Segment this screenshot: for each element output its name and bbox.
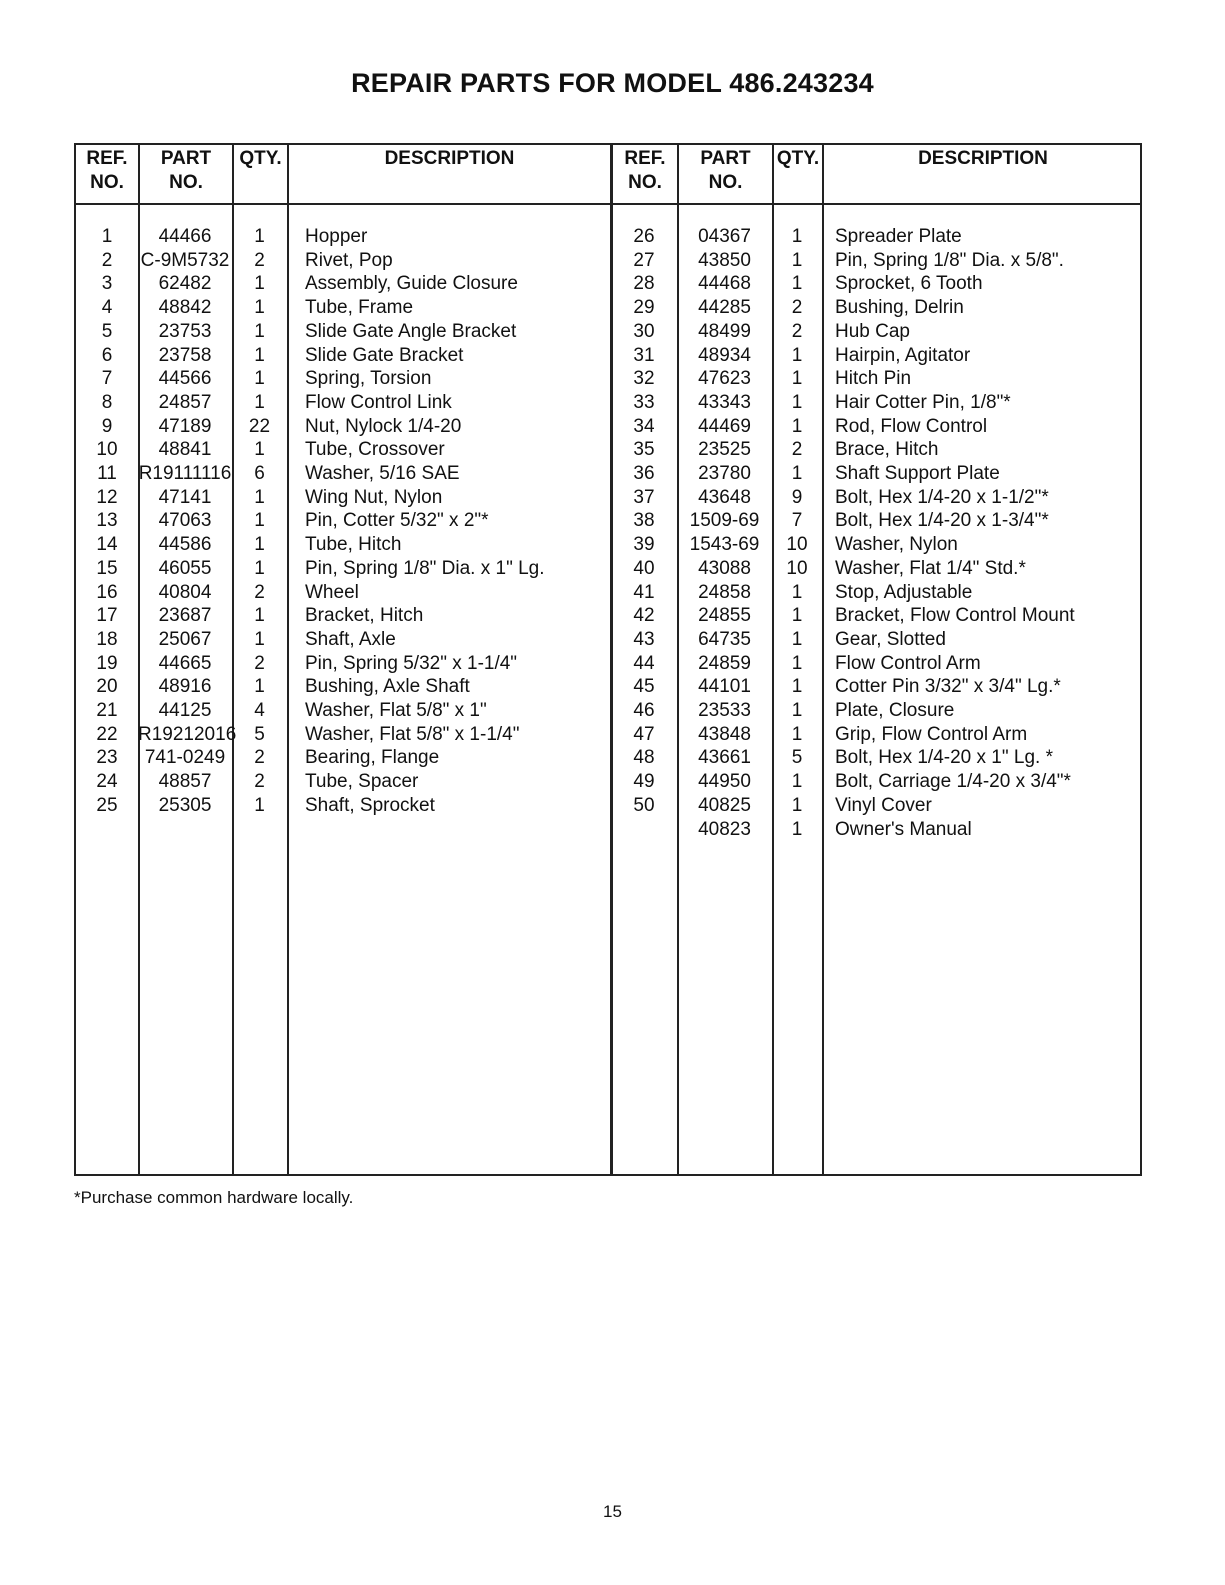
table-row [76,818,1140,842]
cell-ref: 3 [101,273,113,295]
cell-ref: 4 [101,297,113,319]
cell-ref: 49 [633,771,655,793]
cell-ref: 39 [633,534,655,556]
header-part-label-2: NO. [169,172,203,193]
table-row [76,604,1140,628]
header-ref-label: REF. [624,148,666,169]
cell-part: 48916 [158,676,212,698]
header-part-no [140,147,232,195]
header-qty [234,147,287,171]
cell-qty: 1 [254,628,265,650]
cell-part: 24857 [158,391,212,413]
cell-part: 741-0249 [144,747,226,769]
cell-desc: Washer, Flat 1/4" Std.* [835,557,1026,579]
cell-desc: Flow Control Arm [835,652,981,674]
cell-ref: 8 [101,391,113,413]
cell-qty: 1 [254,226,265,247]
cell-part: 48499 [698,320,751,342]
cell-qty: 1 [791,723,803,745]
cell-desc: Shaft, Axle [305,628,396,650]
cell-qty: 2 [254,747,265,769]
cell-desc: Spreader Plate [835,226,962,247]
cell-desc: Washer, Flat 5/8" x 1-1/4" [305,723,520,745]
cell-desc: Slide Gate Bracket [305,344,464,366]
cell-desc: Vinyl Cover [835,794,932,816]
cell-part: 44125 [158,700,212,721]
cell-desc: Bushing, Delrin [835,297,964,319]
cell-desc: Hair Cotter Pin, 1/8"* [835,391,1011,413]
header-ref-no [613,147,677,195]
cell-part: 48857 [158,771,212,793]
header-ref-label-2: NO. [90,172,124,193]
cell-desc: Tube, Hitch [305,534,402,556]
cell-ref: 38 [633,510,655,532]
cell-ref: 43 [633,628,655,650]
cell-part: 44566 [158,368,212,390]
cell-desc: Bolt, Hex 1/4-20 x 1-1/2"* [835,486,1049,508]
cell-qty: 1 [791,368,803,390]
cell-part: 1543-69 [689,534,760,556]
cell-qty: 1 [791,415,803,437]
cell-part: 40823 [698,818,751,840]
cell-qty: 1 [791,344,803,366]
cell-desc: Hairpin, Agitator [835,344,971,366]
cell-part: 40804 [158,581,212,603]
cell-part: 62482 [158,273,212,295]
cell-ref: 20 [96,676,118,698]
cell-desc: Bushing, Axle Shaft [305,676,470,698]
cell-qty: 1 [254,439,265,461]
cell-part: 44466 [158,226,212,247]
cell-desc: Stop, Adjustable [835,581,973,603]
cell-desc: Sprocket, 6 Tooth [835,273,983,295]
cell-desc: Tube, Frame [305,297,414,319]
cell-part: 1509-69 [689,510,760,532]
cell-qty: 5 [791,747,803,769]
header-part-label-2: NO. [708,172,743,193]
cell-qty: 1 [791,818,803,840]
cell-qty: 10 [786,557,808,579]
cell-qty: 1 [254,676,265,698]
table-row [76,557,1140,581]
header-description [824,147,1142,171]
header-ref-label-2: NO. [628,172,662,193]
cell-desc: Rod, Flow Control [835,415,988,437]
cell-qty: 10 [786,534,808,556]
cell-part: 23533 [698,700,751,721]
table-row [76,367,1140,391]
cell-ref: 2 [101,249,113,271]
cell-qty: 1 [254,510,265,532]
cell-part: 46055 [158,557,212,579]
cell-ref: 36 [633,463,655,484]
cell-qty: 1 [791,652,803,674]
table-row [76,249,1140,273]
cell-ref: 7 [101,368,113,390]
cell-qty: 22 [248,415,271,437]
cell-part: 44586 [158,534,212,556]
cell-desc: Washer, Nylon [835,534,958,556]
table-row [76,438,1140,462]
cell-ref: 23 [96,747,118,769]
cell-ref: 22 [96,723,118,745]
table-row [76,462,1140,486]
header-part-label: PART [160,148,212,169]
table-row [76,628,1140,652]
cell-part: 47189 [158,415,212,437]
cell-ref: 50 [633,794,655,816]
cell-desc: Flow Control Link [305,391,452,413]
cell-ref: 19 [96,652,118,674]
cell-ref: 1 [101,226,113,247]
cell-qty: 1 [254,344,265,366]
cell-qty: 1 [254,486,265,508]
cell-ref: 15 [96,557,118,579]
cell-qty: 7 [791,510,803,532]
cell-ref: 28 [633,273,655,295]
cell-qty: 2 [254,581,265,603]
cell-ref: 17 [96,605,118,627]
header-qty-label: QTY. [776,148,820,169]
cell-qty: 6 [254,463,265,484]
cell-desc: Wing Nut, Nylon [305,486,443,508]
cell-desc: Hitch Pin [835,368,912,390]
cell-desc: Pin, Cotter 5/32" x 2"* [305,510,489,532]
cell-desc: Cotter Pin 3/32" x 3/4" Lg.* [835,676,1061,698]
cell-qty: 1 [254,794,265,816]
cell-desc: Nut, Nylock 1/4-20 [305,415,462,437]
cell-desc: Gear, Slotted [835,628,946,650]
cell-qty: 1 [791,226,803,247]
cell-ref: 47 [633,723,655,745]
cell-ref: 27 [633,249,655,271]
header-desc-label: DESCRIPTION [918,148,1048,169]
table-row [76,320,1140,344]
cell-qty: 1 [791,771,803,793]
cell-part: 44285 [698,297,751,319]
cell-part: 48842 [158,297,212,319]
header-qty [774,147,822,171]
cell-part: 23525 [698,439,751,461]
cell-part: 47063 [158,510,212,532]
cell-part: R19111116 [138,463,232,484]
cell-qty: 2 [791,297,803,319]
cell-desc: Plate, Closure [835,700,955,721]
cell-desc: Shaft, Sprocket [305,794,435,816]
cell-part: 47623 [698,368,751,390]
cell-ref: 34 [633,415,655,437]
cell-ref: 45 [633,676,655,698]
header-description [289,147,610,171]
cell-ref: 11 [97,463,117,484]
cell-ref: 44 [633,652,655,674]
cell-ref: 37 [633,486,655,508]
table-row [76,509,1140,533]
table-row [76,723,1140,747]
cell-desc: Pin, Spring 5/32" x 1-1/4" [305,652,518,674]
cell-desc: Bracket, Hitch [305,605,424,627]
cell-qty: 1 [791,676,803,698]
cell-desc: Bolt, Carriage 1/4-20 x 3/4"* [835,771,1071,793]
page-title: REPAIR PARTS FOR MODEL 486.243234 [351,68,874,98]
cell-qty: 1 [254,320,265,342]
header-part-no [679,147,772,195]
cell-desc: Tube, Spacer [305,771,419,793]
cell-ref: 29 [633,297,655,319]
cell-desc: Washer, 5/16 SAE [305,463,460,484]
cell-part: 24859 [698,652,751,674]
cell-ref: 5 [101,320,113,342]
cell-desc: Assembly, Guide Closure [305,273,518,295]
cell-part: C-9M5732 [140,249,230,271]
cell-ref: 40 [633,557,655,579]
table-row [76,699,1140,723]
header-part-label: PART [700,148,751,169]
cell-ref: 35 [633,439,655,461]
cell-qty: 1 [254,605,265,627]
cell-ref: 30 [633,320,655,342]
cell-desc: Bearing, Flange [305,747,440,769]
header-ref-no [76,147,138,195]
cell-desc: Bracket, Flow Control Mount [835,605,1075,627]
cell-part: 47141 [158,486,212,508]
cell-qty: 1 [254,297,265,319]
cell-part: 40825 [698,794,751,816]
cell-qty: 9 [791,486,803,508]
cell-desc: Bolt, Hex 1/4-20 x 1" Lg. * [835,747,1053,769]
cell-part: 43343 [698,391,751,413]
table-row [76,533,1140,557]
footnote: *Purchase common hardware locally. [74,1188,354,1207]
cell-qty: 2 [254,249,265,271]
cell-part: 43848 [698,723,751,745]
cell-ref: 21 [96,700,118,721]
cell-part: 24855 [698,605,751,627]
cell-ref: 26 [633,226,655,247]
table-row [76,272,1140,296]
cell-desc: Tube, Crossover [305,439,445,461]
table-row [76,770,1140,794]
cell-ref: 42 [633,605,655,627]
cell-part: 25067 [158,628,212,650]
cell-qty: 1 [791,581,803,603]
cell-part: 44468 [698,273,751,295]
header-qty-label: QTY. [239,148,282,169]
cell-qty: 1 [791,391,803,413]
cell-part: 44665 [158,652,212,674]
cell-qty: 1 [791,249,803,271]
header-desc-label: DESCRIPTION [384,148,515,169]
cell-desc: Wheel [305,581,359,603]
cell-part: 44950 [698,771,751,793]
cell-ref: 25 [96,794,118,816]
cell-ref: 46 [633,700,655,721]
cell-qty: 1 [791,463,803,484]
cell-qty: 2 [791,439,803,461]
table-row [76,794,1140,818]
cell-part: 43850 [698,249,751,271]
table-row [76,746,1140,770]
cell-ref: 18 [96,628,118,650]
cell-qty: 1 [791,605,803,627]
cell-qty: 1 [791,794,803,816]
table-row [76,581,1140,605]
cell-qty: 1 [254,368,265,390]
cell-part: 44101 [698,676,751,698]
cell-qty: 1 [791,273,803,295]
cell-ref: 32 [633,368,655,390]
cell-qty: 1 [254,534,265,556]
cell-desc: Washer, Flat 5/8" x 1" [305,700,487,721]
cell-part: 23780 [698,463,751,484]
table-row [76,675,1140,699]
cell-part: 48841 [158,439,212,461]
cell-desc: Grip, Flow Control Arm [835,723,1028,745]
header-divider [76,203,1140,205]
cell-desc: Owner's Manual [835,818,972,840]
cell-qty: 1 [791,628,803,650]
cell-ref: 13 [96,510,118,532]
table-row [76,344,1140,368]
cell-qty: 1 [254,391,265,413]
cell-part: 04367 [698,226,751,247]
cell-part: 23758 [158,344,212,366]
cell-ref: 41 [633,581,655,603]
cell-part: 44469 [698,415,751,437]
cell-part: 23753 [158,320,212,342]
cell-ref: 16 [96,581,118,603]
cell-desc: Bolt, Hex 1/4-20 x 1-3/4"* [835,510,1049,532]
cell-ref: 12 [96,486,118,508]
cell-part: 23687 [158,605,212,627]
page-number: 15 [603,1502,622,1521]
table-row [76,486,1140,510]
cell-part: 25305 [158,794,212,816]
cell-desc: Pin, Spring 1/8" Dia. x 5/8". [835,249,1064,271]
cell-desc: Hub Cap [835,320,910,342]
cell-desc: Rivet, Pop [305,249,393,271]
cell-part: 64735 [698,628,751,650]
cell-part: 43661 [698,747,751,769]
cell-part: 48934 [698,344,751,366]
cell-qty: 2 [791,320,803,342]
cell-part: 24858 [698,581,751,603]
cell-desc: Spring, Torsion [305,368,432,390]
table-row [76,225,1140,249]
cell-ref: 14 [96,534,118,556]
table-row [76,415,1140,439]
header-ref-label: REF. [86,148,128,169]
cell-part: 43648 [698,486,751,508]
cell-part: 43088 [698,557,751,579]
cell-ref: 33 [633,391,655,413]
cell-desc: Hopper [305,226,368,247]
cell-ref: 48 [633,747,655,769]
cell-qty: 2 [254,771,265,793]
cell-qty: 1 [254,273,265,295]
cell-qty: 1 [254,557,265,579]
cell-qty: 4 [254,700,265,721]
cell-ref: 6 [101,344,113,366]
cell-ref: 31 [633,344,655,366]
cell-desc: Slide Gate Angle Bracket [305,320,517,342]
table-row [76,652,1140,676]
table-row [76,391,1140,415]
table-row [76,296,1140,320]
cell-desc: Shaft Support Plate [835,463,1000,484]
cell-part: R19212016 [138,723,237,745]
cell-qty: 2 [254,652,265,674]
cell-qty: 5 [254,723,265,745]
cell-ref: 10 [96,439,118,461]
cell-ref: 9 [101,415,113,437]
cell-desc: Brace, Hitch [835,439,939,461]
parts-table [74,143,1142,1176]
cell-desc: Pin, Spring 1/8" Dia. x 1" Lg. [305,557,545,579]
cell-qty: 1 [791,700,803,721]
cell-ref: 24 [96,771,118,793]
